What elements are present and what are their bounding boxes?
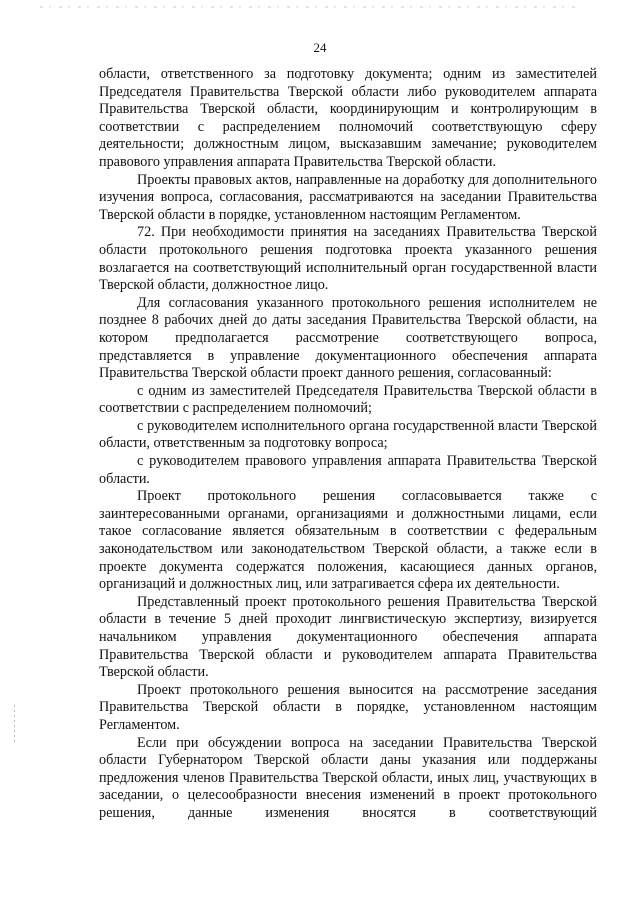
scan-artifact-top: [40, 6, 580, 8]
scan-artifact-margin: [14, 705, 15, 743]
paragraph: Проект протокольного решения согласовывается также с заинтересованными органами, организациями и должностными лицами, если такое согласование является обязательным в соответствии с федеральным законодательством или законодательством Тверской области, а также если в проекте документа содержатся положения, касающиеся данных органов, организаций и должностных лиц, или затрагивается сфера их деятельности.: [99, 488, 597, 593]
paragraph-clause-72: 72. При необходимости принятия на заседаниях Правительства Тверской области протокольного решения подготовка проекта указанного решения возлагается на соответствующий исполнительный орган государственной власти Тверской области, должностное лицо.: [99, 224, 597, 294]
list-item: с одним из заместителей Председателя Правительства Тверской области в соответствии с распределением полномочий;: [99, 382, 597, 417]
paragraph-continuation: области, ответственного за подготовку документа; одним из заместителей Председателя Правительства Тверской области либо руководителем аппарата Правительства Тверской области, координирующим и контролирующим в соответствии с распределением полномочий соответствующую сферу деятельности; должностным лицом, высказавшим замечание; руководителем правового управления аппарата Правительства Тверской области.: [99, 66, 597, 170]
list-item: с руководителем правового управления аппарата Правительства Тверской области.: [99, 453, 597, 487]
paragraph: Проект протокольного решения выносится на рассмотрение заседания Правительства Тверской области в порядке, установленном настоящим Регламентом.: [99, 681, 597, 733]
paragraph: Проекты правовых актов, направленные на доработку для дополнительного изучения вопроса, согласования, рассматриваются на заседании Правительства Тверской области в порядке, установленном настоящим Регламентом.: [99, 171, 597, 223]
paragraph-continues: Если при обсуждении вопроса на заседании Правительства Тверской области Губернатором Тверской области даны указания или поддержаны предложения членов Правительства Тверской области, иных лиц, участвующих в заседании, о целесообразности внесения изменений в проект протокольного решения, данные изменения вносятся в соответствующий: [99, 734, 597, 821]
document-body: [99, 66, 597, 823]
page-number: 24: [313, 40, 327, 55]
list-item: с руководителем исполнительного органа государственной власти Тверской области, ответственным за подготовку вопроса;: [99, 417, 597, 452]
paragraph: Представленный проект протокольного решения Правительства Тверской области в течение 5 дней проходит лингвистическую экспертизу, визируется начальником управления документационного обеспечения аппарата Правительства Тверской области и руководителем аппарата Правительства Тверской области.: [99, 593, 597, 681]
paragraph: Для согласования указанного протокольного решения исполнителем не позднее 8 рабочих дней до даты заседания Правительства Тверской области, на котором предполагается рассмотрение соответствующего вопроса, представляется в управление документационного обеспечения аппарата Правительства Тверской области проект данного решения, согласованный:: [99, 294, 597, 382]
